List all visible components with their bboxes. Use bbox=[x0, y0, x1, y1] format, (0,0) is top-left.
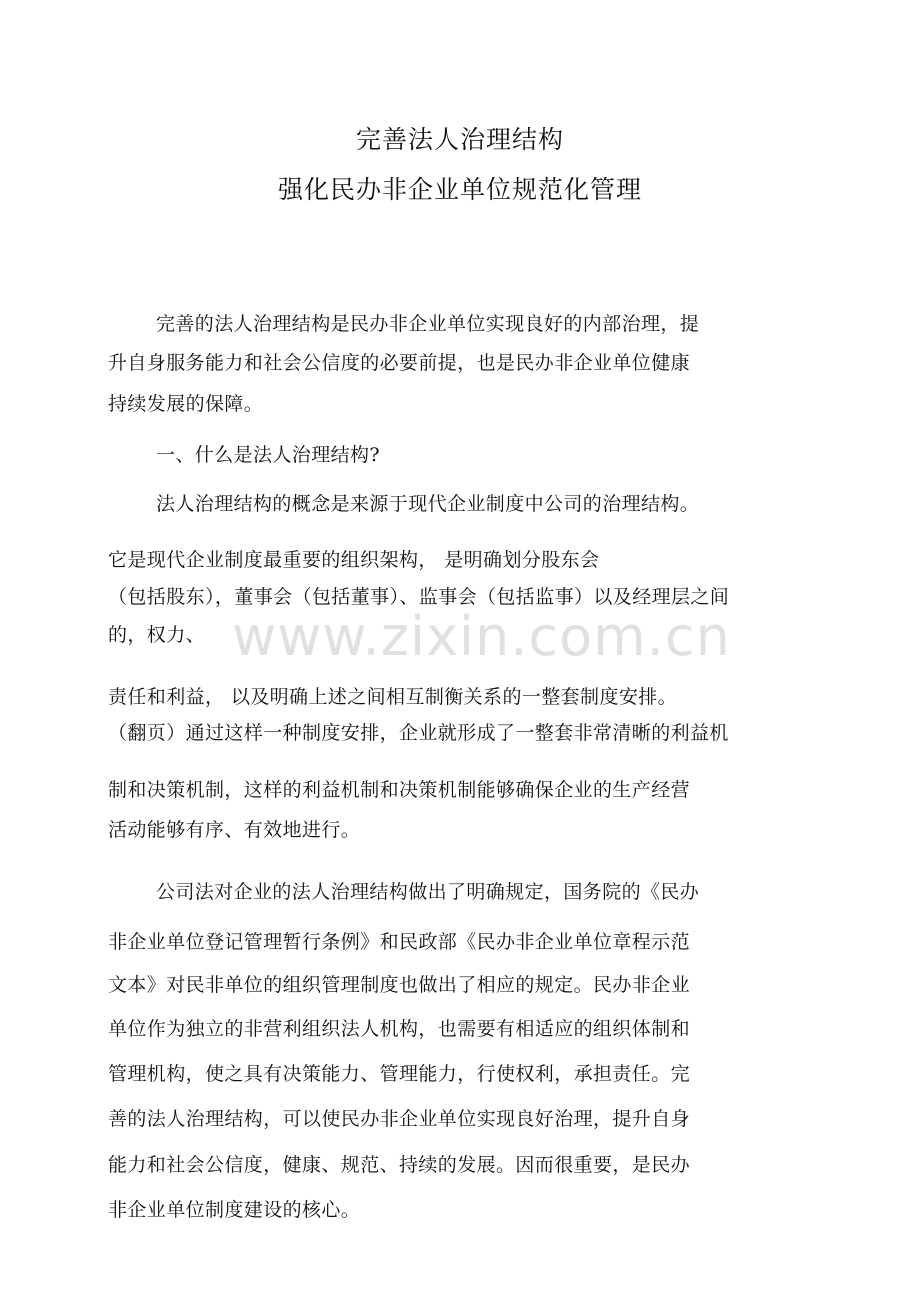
paragraph-line: 单位作为独立的非营利组织法人机构，也需要有相适应的组织体制和 bbox=[108, 1018, 691, 1040]
paragraph-line: （翻页）通过这样一种制度安排，企业就形成了一整套非常清晰的利益机 bbox=[108, 722, 729, 744]
paragraph-line: 法人治理结构的概念是来源于现代企业制度中公司的治理结构。 bbox=[156, 493, 700, 515]
paragraph-line: 的，权力、 bbox=[108, 624, 206, 646]
paragraph-line: 持续发展的保障。 bbox=[108, 393, 264, 415]
section-heading: 一、什么是法人治理结构? bbox=[156, 444, 380, 466]
paragraph-line: 善的法人治理结构，可以使民办非企业单位实现良好治理，提升自身 bbox=[108, 1108, 691, 1130]
paragraph-line: 非企业单位制度建设的核心。 bbox=[108, 1199, 361, 1221]
paragraph-line: 责任和利益， 以及明确上述之间相互制衡关系的一整套制度安排。 bbox=[108, 686, 678, 708]
paragraph-line: 升自身服务能力和社会公信度的必要前提，也是民办非企业单位健康 bbox=[108, 352, 691, 374]
paragraph-line: 管理机构，使之具有决策能力、管理能力，行使权利，承担责任。完 bbox=[108, 1063, 691, 1085]
paragraph-line: 它是现代企业制度最重要的组织架构， 是明确划分股东会 bbox=[108, 549, 600, 571]
document-title: 完善法人治理结构 bbox=[355, 125, 564, 154]
paragraph-line: 制和决策机制，这样的利益机制和决策机制能够确保企业的生产经营 bbox=[108, 779, 691, 801]
document-subtitle: 强化民办非企业单位规范化管理 bbox=[277, 175, 642, 204]
watermark: www.zixin.com.cn bbox=[232, 605, 731, 668]
paragraph-line: 完善的法人治理结构是民办非企业单位实现良好的内部治理，提 bbox=[156, 313, 700, 335]
paragraph-line: 能力和社会公信度，健康、规范、持续的发展。因而很重要，是民办 bbox=[108, 1154, 691, 1176]
paragraph-line: 非企业单位登记管理暂行条例》和民政部《民办非企业单位章程示范 bbox=[108, 931, 691, 953]
paragraph-line: 文本》对民非单位的组织管理制度也做出了相应的规定。民办非企业 bbox=[108, 974, 691, 996]
paragraph-line: （包括股东），董事会（包括董事）、监事会（包括监事）以及经理层之间 bbox=[108, 586, 730, 608]
paragraph-line: 公司法对企业的法人治理结构做出了明确规定，国务院的《民办 bbox=[156, 881, 700, 903]
paragraph-line: 活动能够有序、有效地进行。 bbox=[108, 819, 361, 841]
